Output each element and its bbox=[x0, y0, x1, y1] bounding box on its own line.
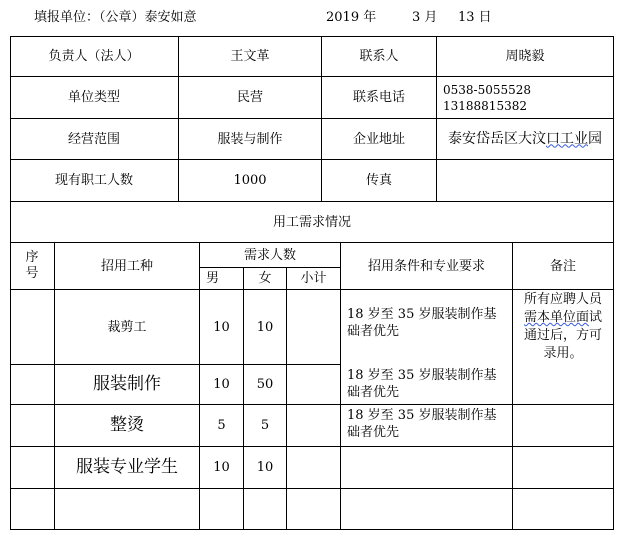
col-remark-header: 备注 bbox=[549, 258, 576, 274]
unit-type-label: 单位类型 bbox=[67, 90, 120, 105]
row-1-type: 裁剪工 bbox=[107, 319, 147, 335]
address-marked: 口工业 bbox=[546, 130, 588, 147]
row-2-female: 50 bbox=[256, 377, 274, 392]
address-suffix: 园 bbox=[588, 130, 602, 147]
phone-values bbox=[443, 77, 611, 118]
date-year: 2019 年 bbox=[326, 10, 377, 25]
fill-unit-label: 填报单位：（公章）泰安如意 bbox=[34, 10, 197, 25]
address-prefix: 泰安岱岳区大汶 bbox=[448, 130, 546, 147]
address-label: 企业地址 bbox=[352, 131, 405, 147]
responsible-value: 王文革 bbox=[230, 49, 270, 64]
remark-line-2: 需本单位面试 bbox=[523, 310, 603, 325]
unit-type-value: 民营 bbox=[236, 90, 263, 105]
fax-label: 传真 bbox=[365, 173, 392, 188]
row-4-type: 服装专业学生 bbox=[76, 457, 178, 477]
row-1-requirement: 18 岁至 35 岁服装制作基础者优先 bbox=[347, 307, 497, 339]
remark-line-4: 录用。 bbox=[543, 346, 583, 361]
staff-count-value: 1000 bbox=[233, 173, 267, 188]
scope-value: 服装与制作 bbox=[217, 131, 283, 147]
col-requirements-header: 招用条件和专业要求 bbox=[367, 258, 485, 274]
date-day: 13 日 bbox=[458, 10, 492, 25]
staff-count-label: 现有职工人数 bbox=[54, 173, 133, 188]
responsible-label: 负责人（法人） bbox=[48, 49, 140, 64]
row-1-female: 10 bbox=[256, 319, 274, 335]
phone-number-2: 13188815382 bbox=[443, 98, 527, 113]
fax-value bbox=[437, 160, 613, 201]
phone-number-1: 0538-5055528 bbox=[443, 82, 532, 97]
row-4-requirement bbox=[347, 449, 507, 487]
row-2-type: 服装制作 bbox=[93, 374, 161, 394]
demand-section-title: 用工需求情况 bbox=[272, 214, 351, 230]
col-seq-header: 序号 bbox=[25, 250, 39, 281]
col-female-header: 女 bbox=[258, 271, 272, 286]
contact-label: 联系人 bbox=[359, 49, 399, 64]
remark-line-3: 通过后，方可 bbox=[523, 328, 602, 343]
date-month: 3 月 bbox=[412, 10, 438, 25]
col-subtotal-header: 小计 bbox=[300, 271, 327, 286]
row-3-type: 整烫 bbox=[110, 415, 144, 435]
row-3-requirement: 18 岁至 35 岁服装制作基础者优先 bbox=[347, 408, 497, 440]
row-2-male: 10 bbox=[213, 377, 230, 392]
col-count-header: 需求人数 bbox=[243, 247, 296, 263]
row-4-female: 10 bbox=[256, 460, 274, 475]
row-2-requirement: 18 岁至 35 岁服装制作基础者优先 bbox=[347, 368, 497, 400]
row-3-male: 5 bbox=[217, 418, 226, 433]
address-value bbox=[437, 119, 613, 159]
phone-label: 联系电话 bbox=[352, 90, 405, 105]
contact-value: 周晓毅 bbox=[505, 49, 545, 64]
row-4-male: 10 bbox=[213, 460, 230, 475]
scope-label: 经营范围 bbox=[67, 131, 120, 147]
remark-text bbox=[514, 290, 612, 364]
row-1-male: 10 bbox=[213, 319, 230, 335]
col-male-header: 男 bbox=[206, 271, 220, 286]
col-type-header: 招用工种 bbox=[100, 258, 153, 274]
remark-line-1: 所有应聘人员 bbox=[523, 292, 602, 307]
row-3-female: 5 bbox=[260, 418, 270, 433]
